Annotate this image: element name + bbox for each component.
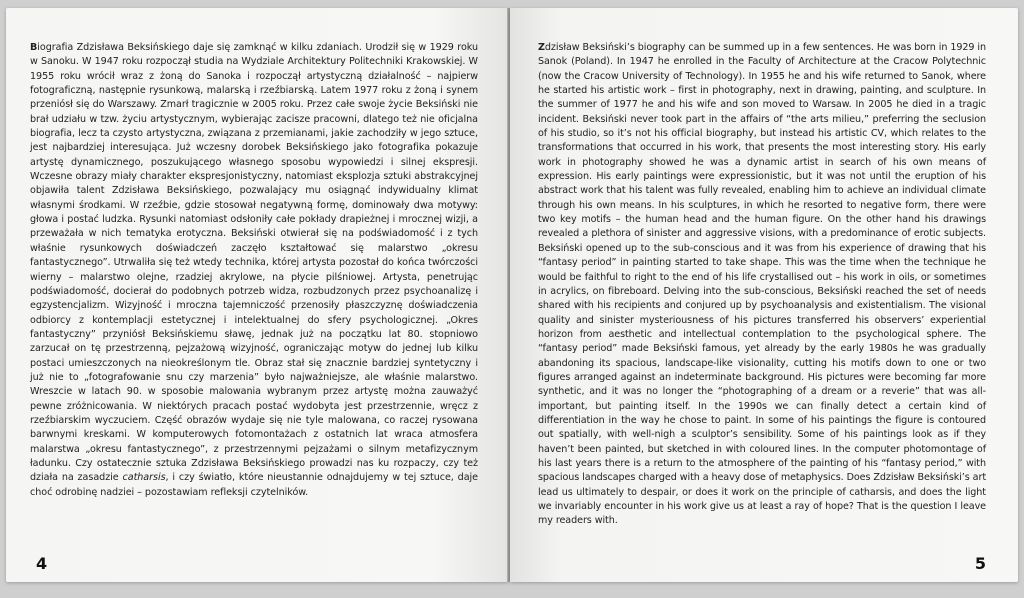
english-text-block xyxy=(538,41,986,529)
italic-word: catharsis xyxy=(122,472,166,484)
page-number: 5 xyxy=(974,554,986,573)
page-number: 4 xyxy=(36,554,48,573)
body-text: iografia Zdzisława Beksińskiego daje się zamknąć w kilku zdaniach. Urodził się w 1929 roku w Sanoku. W 1947 roku rozpoczął studia na Wydziale Architektury Politechniki Krakowskiej. W 1955 roku wrócił wraz z żoną do Sanoka i rozpoczął artystyczną działalność – najpierw fotograficzną, następnie rysunkową, malarską i rzeźbiarską. Latem 1977 roku z żoną i synem przeniósł się do Warszawy. Zmarł tragicznie w 2005 roku. Przez całe swoje życie Beksiński nie brał udziału w tzw. życiu artystycznym, wybierając zacisze pracowni, dlatego też nie oficjalna biografia, lecz ta czysto artystyczna, związana z przemianami, jakie zachodziły w jego sztuce, jest najbardziej interesująca. Już wczesny dorobek Beksińskiego jako fotografika pokazuje artystę dynamicznego, poszukującego własnego sposobu wypowiedzi i silnej ekspresji. Wczesne obrazy miały charakter ekspresjonistyczny, natomiast eksplozja sztuki abstrakcyjnej objawiła talent Zdzisława Beksińskiego, pozwalający mu osiągnąć indywidualny klimat własnymi środkami. W rzeźbie, gdzie stosował negatywną formę, dominowały dwa motywy: głowa i postać ludzka. Rysunki natomiast odsłoniły całe pokłady drapieżnej i mrocznej wizji, a przeważała w nich tematyka erotyczna. Beksiński otwierał się na podświadomość i z tych właśnie rysunkowych doświadczeń zaczęło kształtować się malarstwo „okresu fantastycznego”. Utrwaliła się też wtedy technika, której artysta pozostał do końca twórczości wierny – malarstwo olejne, rzadziej akrylowe, na płycie pilśniowej. Artysta, penetrując podświadomość, docierał do podobnych potrzeb widza, rozbudzonych przez psychoanalizę i egzystencjalizm. Wizyjność i mroczna tajemniczość przenosiły płaszczyznę doświadczenia odbiorcy z kontemplacji estetycznej i intelektualnej do sfery psychologicznej. „Okres fantastyczny” przyniósł Beksińskiemu sławę, jednak już na początku lat 80. stopniowo zarzucał on tę przestrzenną, pejzażową wizyjność, ograniczając motyw do jednej lub kilku postaci umieszczonych na nieokreślonym tle. Obraz stał się znacznie bardziej syntetyczny i już nie to „fotografowanie snu czy marzenia” było najważniejsze, ale właśnie malarstwo. Wreszcie w latach 90. w sposobie malowania wybranym przez artystę można zauważyć pewne zróżnicowania. W niektórych pracach postać wydobyta jest przestrzennie, wręcz z rzeźbiarskim wyczuciem. Część obrazów wydaje się nie tyle malowana, co raczej rysowana barwnymi kreskami. W komputerowych fotomontażach z ostatnich lat wraca atmosfera malarstwa „okresu fantastycznego”, z przestrzennymi pejzażami o silnym metafizycznym ładunku. Czy ostatecznie sztuka Zdzisława Beksińskiego prowadzi nas ku rozpaczy, czy też działa na zasadzie xyxy=(30,42,478,484)
left-page xyxy=(6,8,508,582)
body-text: dzisław Beksiński’s biography can be summed up in a few sentences. He was born in 1929 in Sanok (Poland). In 1947 he enrolled in the Faculty of Architecture at the Cracow Polytechnic (now the Cracow University of Technology). In 1955 he and his wife returned to Sanok, where he started his artistic work – first in photography, next in drawing, painting, and sculpture. In the summer of 1977 he and his wife and son moved to Warsaw. In 2005 he died in a tragic incident. Beksiński never took part in the affairs of “the arts milieu,” preferring the seclusion of his studio, so it’s not his official biography, but instead his artistic CV, which relates to the transformations that occurred in his work, that presents the most interesting story. His early work in photography showed he was a dynamic artist in search of his own means of expression. His early paintings were expressionistic, but it was not until the eruption of his abstract work that his talent was fully revealed, enabling him to achieve an individual climate through his own means. In his sculptures, in which he resorted to negative form, there were two key motifs – the human head and the human figure. On the other hand his drawings revealed a plethora of sinister and aggressive visions, with a predominance of erotic subjects. Beksiński opened up to the sub-conscious and it was from his experience of drawing that his “fantasy period” in painting started to take shape. This was the time when the technique he would be faithful to right to the end of his life crystallised out – his work in oils, or sometimes in acrylics, on fibreboard. Delving into the sub-conscious, Beksiński reached the set of needs shared with his recipients and conjured up by psychoanalysis and existentialism. The visional quality and sinister mysteriousness of his pictures transferred his observers’ experiential horizon from aesthetic and intellectual contemplation to the psychological sphere. The “fantasy period” made Beksiński famous, yet already by the early 1980s he was gradually abandoning its spacious, landscape-like visionality, cutting his motifs down to one or two figures arranged against an indeterminate background. His pictures were becoming far more synthetic, and it was no longer the “photographing of a dream or a reverie” that was all-important, but painting itself. In the 1990s we can finally detect a certain kind of differentiation in the way he chose to paint. In some of his paintings the figure is contoured out spatially, with well-nigh a sculptor’s sensibility. Some of his paintings look as if they haven’t been painted, but sketched in with coloured lines. In the computer photomontage of his last years there is a return to the atmosphere of the painting of his “fantasy period,” with spacious landscapes charged with a heavy dose of metaphysics. Does Zdzisław Beksiński’s art lead us ultimately to despair, or does it work on the principle of catharsis, and does the light we invariably encounter in his work give us at least a ray of hope? That is the question I leave my readers with. xyxy=(538,42,987,527)
right-page xyxy=(510,8,1018,582)
polish-text-block xyxy=(30,41,478,500)
drop-initial: B xyxy=(30,42,38,53)
drop-initial: Z xyxy=(538,42,545,53)
body-text-end: , i czy światło, które nieustannie odnajdujemy w tej sztuce, daje choć odrobinę nadziei – pozostawiam refleksji czytelników. xyxy=(30,472,479,498)
